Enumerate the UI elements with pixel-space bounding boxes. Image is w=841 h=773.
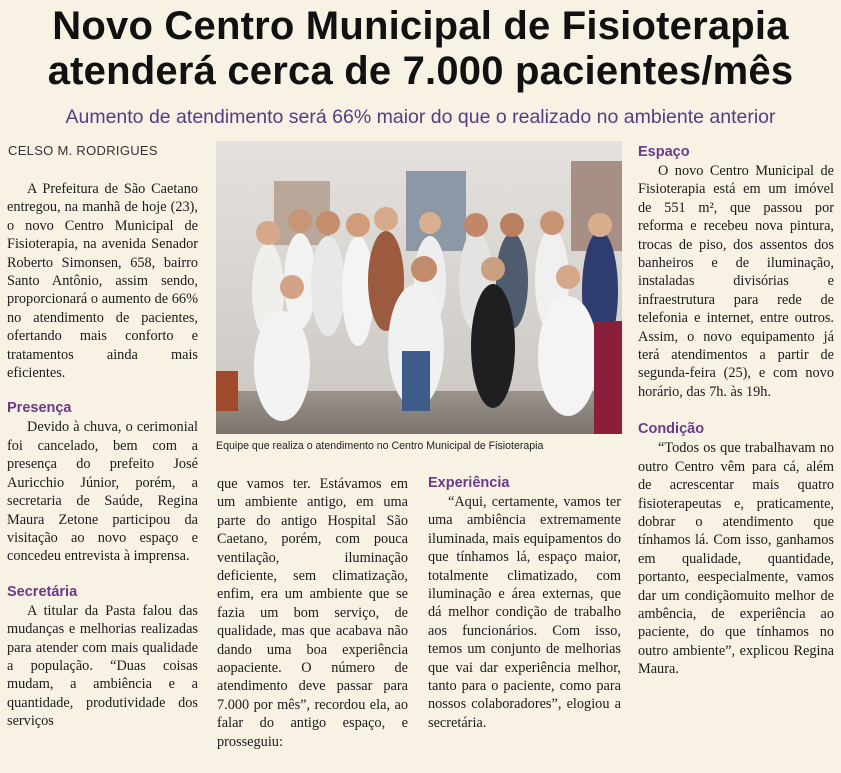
- headline: [0, 4, 841, 94]
- section-heading-espaco: Espaço: [638, 144, 690, 160]
- headline-line-2: atenderá cerca de 7.000 pacientes/mês: [47, 49, 794, 93]
- experiencia-paragraph: “Aqui, certamente, vamos ter uma ambiência extremamente iluminada, mais equipamentos do que tínhamos lá, espaço maior, totalmente climatizado, com iluminação e área externas, que dá melhor condição de trabalho aos funcionários. Com isso, temos um conjunto de melhorias que vai dar experiência melhor, tanto para o paciente, como para nossos colaboradores”, elogiou a secretária.: [428, 494, 621, 731]
- continuation-paragraph: que vamos ter. Estávamos em um ambiente antigo, em uma parte do antigo Hospital São Caetano, porém, com pouca ventilação, iluminação deficiente, sem climatização, enfim, era um ambiente que se fazia um bom serviço, de qualidade, mas que acabava não dando uma boa experiência aopaciente. O número de atendimento deve passar para 7.000 por mês”, recordou ela, ao falar do antigo espaço, e prosseguiu:: [217, 476, 408, 750]
- section-heading-secretaria: Secretária: [7, 583, 78, 600]
- intro-paragraph: A Prefeitura de São Caetano entregou, na manhã de hoje (23), o novo Centro Municipal de Fisioterapia, na avenida Senador Roberto Simonsen, 658, bairro Santo Antônio, assim sendo, proporcionará o aumento de 66% no atendimento de pacientes, ofertando mais conforto e tratamentos ainda mais eficientes.: [7, 181, 198, 382]
- section-heading-experiencia: Experiência: [428, 475, 510, 491]
- presenca-paragraph: Devido à chuva, o cerimonial foi cancelado, bem com a presença do prefeito José Auricchio Júnior, porém, a secretaria de Saúde, Regina Maura Zetone participou da visitação ao novo espaço e concedeu entrevista à imprensa.: [7, 419, 198, 565]
- column-1: [7, 180, 198, 731]
- team-photo-illustration: [216, 141, 622, 434]
- column-4: [638, 142, 834, 679]
- section-heading-presenca: Presença: [7, 400, 72, 417]
- subtitle: Aumento de atendimento será 66% maior do que o realizado no ambiente anterior: [65, 106, 776, 128]
- secretaria-paragraph: A titular da Pasta falou das mudanças e melhorias realizadas para atender com mais qualidade a população. “Duas coisas mudam, a ambiência e a quantidade, produtividade dos serviços: [7, 602, 198, 730]
- photo-caption: Equipe que realiza o atendimento no Centro Municipal de Fisioterapia: [216, 440, 544, 452]
- espaco-paragraph: O novo Centro Municipal de Fisioterapia está em um imóvel de 551 m², que passou por reforma e recebeu nova pintura, trocas de piso, dos assentos dos banheiros e de iluminação, instaladas divisórias e infraestrutura para rede de telefonia e internet, entre outros. Assim, o novo equipamento já terá atendimentos a partir de segunda-feira (25), e com novo horário, das 7h. às 19h.: [638, 163, 834, 400]
- section-heading-condicao: Condição: [638, 421, 705, 438]
- column-3: [428, 473, 621, 732]
- byline: CELSO M. RODRIGUES: [8, 143, 158, 158]
- headline-line-1: Novo Centro Municipal de Fisioterapia: [52, 4, 789, 48]
- condicao-paragraph: “Todos os que trabalhavam no outro Centro vêm para cá, além de acrescentar mais quatro fisioterapeutas e, praticamente, dobrar o atendimento que tínhamos lá. Com isso, ganhamos em qualidade, quantidade, portanto, eespecialmente, vamos dar um condiçãomuito melhor de ambência, de experiência ao paciente, do que tínhamos no outro ambiente”, explicou Regina Maura.: [638, 440, 834, 678]
- team-photo: [216, 141, 622, 434]
- column-2: [217, 475, 408, 751]
